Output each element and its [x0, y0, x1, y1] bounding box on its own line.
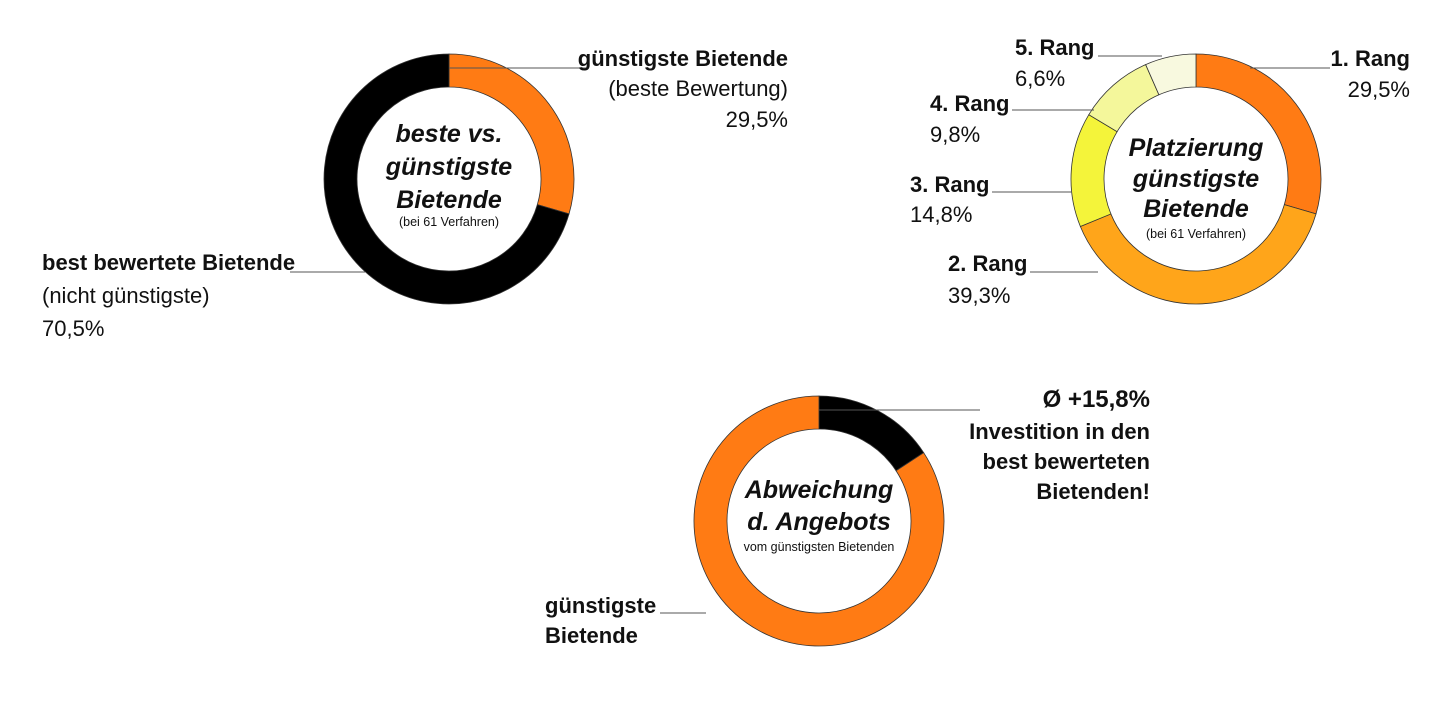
chart-center-subtitle: vom günstigsten Bietenden [743, 540, 895, 554]
slice-label: best bewertete Bietende [42, 250, 296, 275]
slice-value-label: 9,8% [930, 122, 981, 147]
slice-label: Bietende [545, 623, 638, 648]
slice-value-label: 70,5% [42, 316, 105, 341]
chart-center-title: Bietende [1143, 195, 1249, 223]
slice-label: 5. Rang [1015, 35, 1095, 60]
slice-value-label: 6,6% [1015, 66, 1066, 91]
slice-label: Bietenden! [1036, 479, 1150, 504]
slice-label: günstigste [545, 593, 657, 618]
slice-label: günstigste Bietende [577, 46, 788, 71]
slice-value-label: 39,3% [948, 283, 1011, 308]
donut-slice [1071, 115, 1117, 227]
chart-center-title: Platzierung [1128, 134, 1264, 162]
donut-chart-3 [545, 386, 1150, 648]
chart-center-subtitle: (bei 61 Verfahren) [398, 215, 500, 229]
slice-label: Investition in den [969, 419, 1150, 444]
slice-value-label: 14,8% [910, 202, 973, 227]
slice-value-label: 29,5% [1347, 77, 1410, 102]
donut-chart-1 [42, 46, 788, 341]
donut-chart-2 [910, 35, 1410, 308]
slice-label: 1. Rang [1330, 46, 1410, 71]
chart-center-title: günstigste [1132, 165, 1260, 193]
chart-center-title: d. Angebots [747, 508, 891, 536]
chart-center-title: Abweichung [744, 476, 894, 504]
donut-slice [819, 396, 924, 471]
slice-label: (nicht günstigste) [42, 283, 210, 308]
slice-value-label: Ø +15,8% [1042, 386, 1150, 413]
chart-center-title: Bietende [396, 186, 502, 214]
slice-label: 4. Rang [930, 91, 1010, 116]
slice-label: 2. Rang [948, 251, 1028, 276]
chart-center-title: beste vs. [395, 120, 503, 148]
slice-label: best bewerteten [982, 449, 1150, 474]
chart-center-subtitle: (bei 61 Verfahren) [1145, 227, 1247, 241]
chart-center-title: günstigste [385, 153, 513, 181]
slice-label: (beste Bewertung) [608, 76, 788, 101]
slice-value-label: 29,5% [725, 107, 788, 132]
slice-label: 3. Rang [910, 172, 990, 197]
